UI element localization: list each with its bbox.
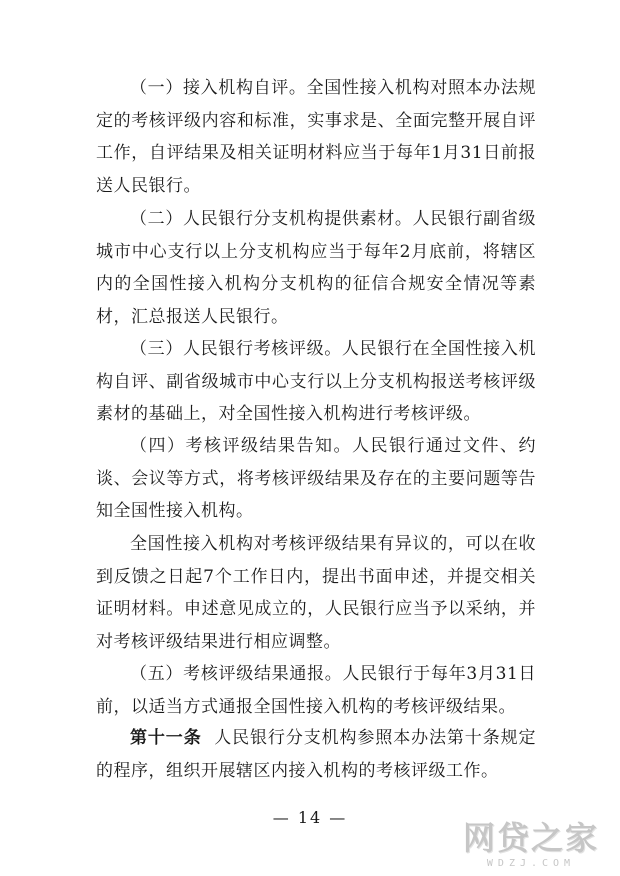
paragraph-self-assessment: （一）接入机构自评。全国性接入机构对照本办法规定的考核评级内容和标准，实事求是、全面完整开展自评工作，自评结果及相关证明材料应当于每年1月31日前报送人民银行。	[96, 78, 536, 196]
article-heading: 第十一条	[130, 728, 202, 748]
paragraph-result-report: （五）考核评级结果通报。人民银行于每年3月31日前，以适当方式通报全国性接入机构的考核评级结果。	[96, 664, 536, 717]
paragraph-result-notice: （四）考核评级结果告知。人民银行通过文件、约谈、会议等方式，将考核评级结果及存在的主要问题等告知全国性接入机构。	[96, 436, 536, 521]
watermark	[446, 818, 616, 874]
page-number: — 14 —	[272, 808, 348, 827]
watermark-logo: 网贷之家	[462, 819, 599, 857]
paragraph-article-11	[96, 722, 536, 787]
paragraph-pboc-rating: （三）人民银行考核评级。人民银行在全国性接入机构自评、副省级城市中心支行以上分支机构报送考核评级素材的基础上，对全国性接入机构进行考核评级。	[96, 339, 536, 424]
watermark-url: WDZJ.COM	[486, 858, 576, 869]
article-text: 人民银行分支机构参照本办法第十条规定的程序，组织开展辖区内接入机构的考核评级工作。	[96, 728, 537, 781]
paragraph-branch-materials: （二）人民银行分支机构提供素材。人民银行副省级城市中心支行以上分支机构应当于每年2月底前，将辖区内的全国性接入机构分支机构的征信合规安全情况等素材，汇总报送人民银行。	[96, 209, 536, 327]
paragraph-objection: 全国性接入机构对考核评级结果有异议的，可以在收到反馈之日起7个工作日内，提出书面申述，并提交相关证明材料。申述意见成立的，人民银行应当予以采纳，并对考核评级结果进行相应调整。	[96, 534, 536, 652]
